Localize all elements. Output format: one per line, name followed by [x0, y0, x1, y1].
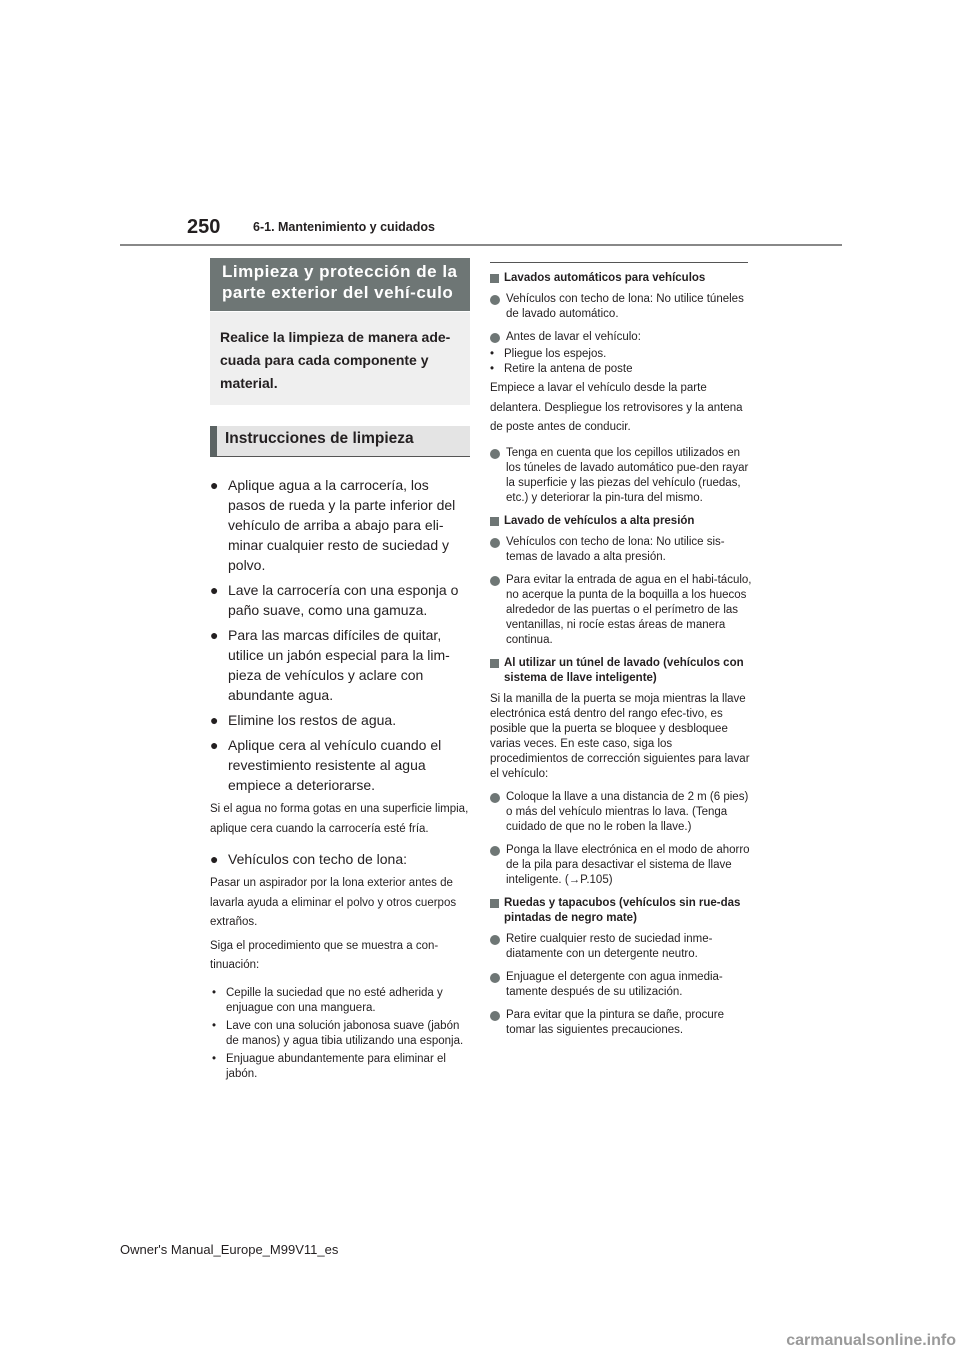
page-footer: Owner's Manual_Europe_M99V11_es: [120, 1242, 339, 1257]
list-item: ● Aplique agua a la carrocería, los pasos de rueda y la parte inferior del vehículo de arriba a abajo para eli-minar cualquier resto de suciedad y polvo.: [210, 477, 456, 573]
list-item: ● Lave la carrocería con una esponja o paño suave, como una gamuza.: [210, 582, 459, 618]
list-item: Para evitar la entrada de agua en el habi-táculo, no acerque la punta de la boquilla a los huecos alrededor de las puertas o el perímetro de las ventanillas, ni rocíe estas áreas de manera continua.: [490, 573, 752, 648]
circle-bullet-icon: [490, 973, 500, 983]
list-item: Vehículos con techo de lona: No utilice sis-temas de lavado a alta presión.: [490, 535, 752, 565]
list-item: ● Vehículos con techo de lona:: [210, 851, 408, 867]
list-item: Ponga la llave electrónica en el modo de ahorro de la pila para desactivar el sistema de llave inteligente. (→P.105): [490, 843, 752, 888]
section-title: 6-1. Mantenimiento y cuidados: [253, 220, 435, 234]
wax-note: Si el agua no forma gotas en una superficie limpia, aplique cera cuando la carrocería esté fría.: [210, 803, 469, 835]
list-item: • Lave con una solución jabonosa suave (jabón de manos) y agua tibia utilizando una esponja.: [212, 1019, 464, 1047]
heading-automatic-wash: Lavados automáticos para vehículos: [490, 271, 752, 286]
column-rule: [490, 262, 748, 263]
list-item: Vehículos con techo de lona: No utilice túneles de lavado automático.: [490, 292, 752, 322]
bullet-icon: ●: [210, 737, 219, 753]
small-bullet-icon: •: [212, 1019, 217, 1032]
bullet-icon: ●: [210, 582, 219, 598]
sub-item: • Pliegue los espejos.: [490, 348, 607, 360]
list-item: ● Elimine los restos de agua.: [210, 712, 397, 728]
small-bullet-icon: •: [212, 1052, 217, 1065]
list-item: • Cepille la suciedad que no esté adherida y enjuague con una manguera.: [212, 986, 443, 1014]
cleaning-bullets: [210, 475, 470, 795]
list-item: Para evitar que la pintura se dañe, procure tomar las siguientes precauciones.: [490, 1008, 752, 1038]
header-rule: [120, 244, 842, 246]
small-bullet-icon: •: [490, 348, 495, 360]
list-item: Enjuague el detergente con agua inmedia-tamente después de su utilización.: [490, 970, 752, 1000]
square-bullet-icon: [490, 899, 499, 908]
paragraph: Empiece a lavar el vehículo desde la parte delantera. Despliegue los retrovisores y la antena de poste antes de conducir.: [490, 382, 743, 433]
canvas-note-1: Pasar un aspirador por la lona exterior antes de lavarla ayuda a eliminar el polvo y otros cuerpos extraños.: [210, 877, 457, 928]
list-item: Antes de lavar el vehículo:: [490, 330, 752, 345]
circle-bullet-icon: [490, 793, 500, 803]
list-item: Coloque la llave a una distancia de 2 m (6 pies) o más del vehículo mientras lo lava. (Tenga cuidado de que no le roben la llave.): [490, 790, 752, 835]
circle-bullet-icon: [490, 295, 500, 305]
circle-bullet-icon: [490, 1011, 500, 1021]
square-bullet-icon: [490, 659, 499, 668]
canvas-steps: [210, 986, 470, 1082]
bullet-icon: ●: [210, 712, 219, 728]
list-item: Retire cualquier resto de suciedad inme-diatamente con un detergente neutro.: [490, 932, 752, 962]
bullet-icon: ●: [210, 477, 219, 493]
circle-bullet-icon: [490, 576, 500, 586]
paragraph: Si la manilla de la puerta se moja mientras la llave electrónica está dentro del rango efec-tivo, es posible que la puerta se bloquee y desbloquee varias veces. En este caso, siga los procedimientos de corrección siguientes para lavar el vehículo:: [490, 692, 750, 780]
small-bullet-icon: •: [490, 363, 495, 375]
square-bullet-icon: [490, 274, 499, 283]
list-item: • Enjuague abundantemente para eliminar el jabón.: [212, 1052, 446, 1080]
circle-bullet-icon: [490, 449, 500, 459]
circle-bullet-icon: [490, 935, 500, 945]
bullet-icon: ●: [210, 627, 219, 643]
list-item: ● Para las marcas difíciles de quitar, utilice un jabón especial para la lim-pieza de vehículos y aclare con abundante agua.: [210, 627, 450, 703]
heading-high-pressure: Lavado de vehículos a alta presión: [490, 514, 752, 529]
list-item: Tenga en cuenta que los cepillos utilizados en los túneles de lavado automático pue-den rayar la superficie y las piezas del vehículo (ruedas, etc.) y deteriorar la pin-tura del mismo.: [490, 446, 752, 506]
page-title: Limpieza y protección de la parte exterior del vehí-culo: [210, 258, 470, 311]
sub-item: • Retire la antena de poste: [490, 363, 633, 375]
circle-bullet-icon: [490, 846, 500, 856]
list-item: ● Aplique cera al vehículo cuando el revestimiento resistente al agua empiece a deteriorarse.: [210, 737, 442, 793]
circle-bullet-icon: [490, 333, 500, 343]
subheading-cleaning-instructions: Instrucciones de limpieza: [210, 426, 470, 457]
square-bullet-icon: [490, 517, 499, 526]
canvas-bullets: [210, 849, 470, 869]
intro-box: Realice la limpieza de manera ade-cuada para cada componente y material.: [210, 312, 470, 405]
page-header: [120, 212, 842, 246]
small-bullet-icon: •: [212, 986, 217, 999]
watermark: carmanualsonline.info: [786, 1332, 956, 1349]
canvas-note-2: Siga el procedimiento que se muestra a con-tinuación:: [210, 939, 439, 971]
circle-bullet-icon: [490, 538, 500, 548]
right-column: [490, 262, 752, 1046]
bullet-icon: ●: [210, 851, 219, 867]
heading-wheels: Ruedas y tapacubos (vehículos sin rue-das pintadas de negro mate): [490, 896, 752, 926]
page-number: 250: [187, 216, 221, 238]
left-column: [210, 258, 470, 1085]
heading-smart-key-wash: Al utilizar un túnel de lavado (vehículos con sistema de llave inteligente): [490, 656, 752, 686]
